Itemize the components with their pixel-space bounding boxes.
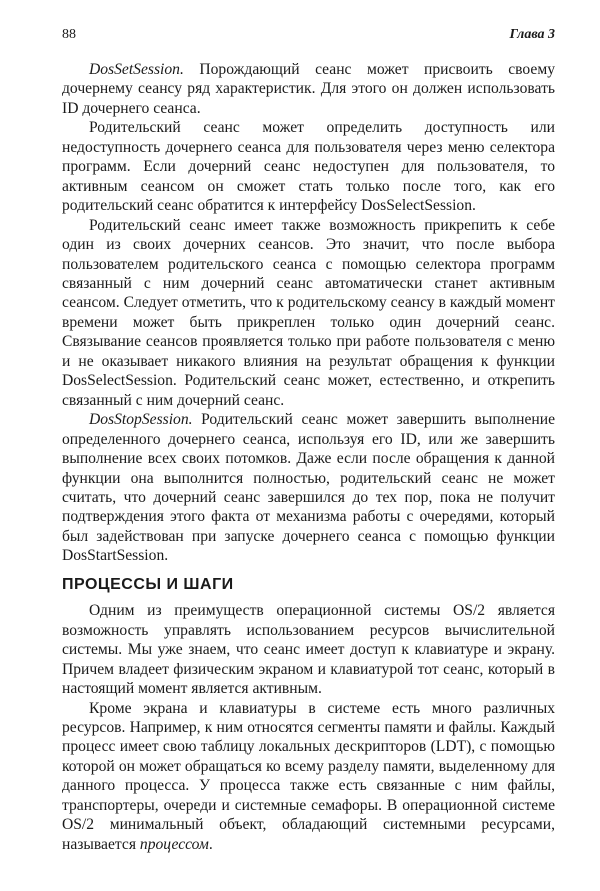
paragraph-text: Кроме экрана и клавиатуры в системе есть много различных ресурсов. Например, к ним относятся сегменты памяти и файлы. Каждый процесс имеет свою таблицу локальных дескрипторов (LDT), с помощью которой он может обращаться ко всему разделу памяти, выделенному для данного процесса. У процесса также есть связанные с ним файлы, транспортеры, очереди и системные семафоры. В операционной системе OS/2 минимальный объект, обладающий системными ресурсами, называется [62, 699, 555, 853]
function-name: DosStopSession. [89, 411, 193, 429]
paragraph-binding [62, 216, 555, 411]
running-head: Глава 3 [509, 27, 555, 42]
paragraph-text: Родительский сеанс может завершить выполнение определенного дочернего сеанса, используя его ID, или же завершить выполнение всех своих потомков. Даже если после обращения к данной функции она выполнится полностью, родительский сеанс не может считать, что дочерний сеанс завершился до тех пор, пока не получит подтверждения этого факта от механизма работы с очередями, который был задействован при запуске дочернего сеанса с помощью функции DosStartSession. [62, 411, 555, 565]
paragraph-dossetsession [62, 60, 555, 118]
paragraph-dosstopsession [62, 410, 555, 566]
section-heading: ПРОЦЕССЫ И ШАГИ [62, 575, 234, 593]
paragraph-end: . [208, 835, 213, 853]
page-number: 88 [62, 27, 76, 42]
paragraph-text: Родительский сеанс имеет также возможность прикрепить к себе один из своих дочерних сеансов. Это значит, что после выбора пользователем родительского сеанса с помощью селектора программ связанный с ним дочерний сеанс автоматически станет активным сеансом. Следует отметить, что к родительскому сеансу в каждый момент времени может быть прикреплен только один дочерний сеанс. Связывание сеансов проявляется только при работе пользователя с меню и не оказывает никакого влияния на результат обращения к функции DosSelectSession. Родительский сеанс может, естественно, и открепить связанный с ним дочерний сеанс. [62, 216, 555, 409]
term-process: процессом [139, 835, 209, 853]
paragraph-text: Родительский сеанс может определить доступность или недоступность дочернего сеанса для пользователя через меню селектора программ. Если дочерний сеанс недоступен для пользователя, то активным сеансом он сможет стать только после того, как его родительский сеанс обратится к интерфейсу DosSelectSession. [62, 119, 555, 215]
paragraph-text: Порождающий сеанс может присвоить своему дочернему сеансу ряд характеристик. Для этого он должен использовать ID дочернего сеанса. [62, 61, 555, 117]
paragraph-availability [62, 118, 555, 215]
function-name: DosSetSession. [89, 61, 184, 78]
paragraph-process [62, 699, 555, 855]
paragraph-resources [62, 601, 555, 698]
page-body [62, 60, 555, 854]
paragraph-text: Одним из преимуществ операционной системы OS/2 является возможность управлять использованием ресурсов вычислительной системы. Мы уже знаем, что сеанс имеет доступ к клавиатуре и экрану. Причем владеет физическим экраном и клавиатурой тот сеанс, который в настоящий момент является активным. [62, 602, 555, 698]
page-header [62, 27, 555, 47]
